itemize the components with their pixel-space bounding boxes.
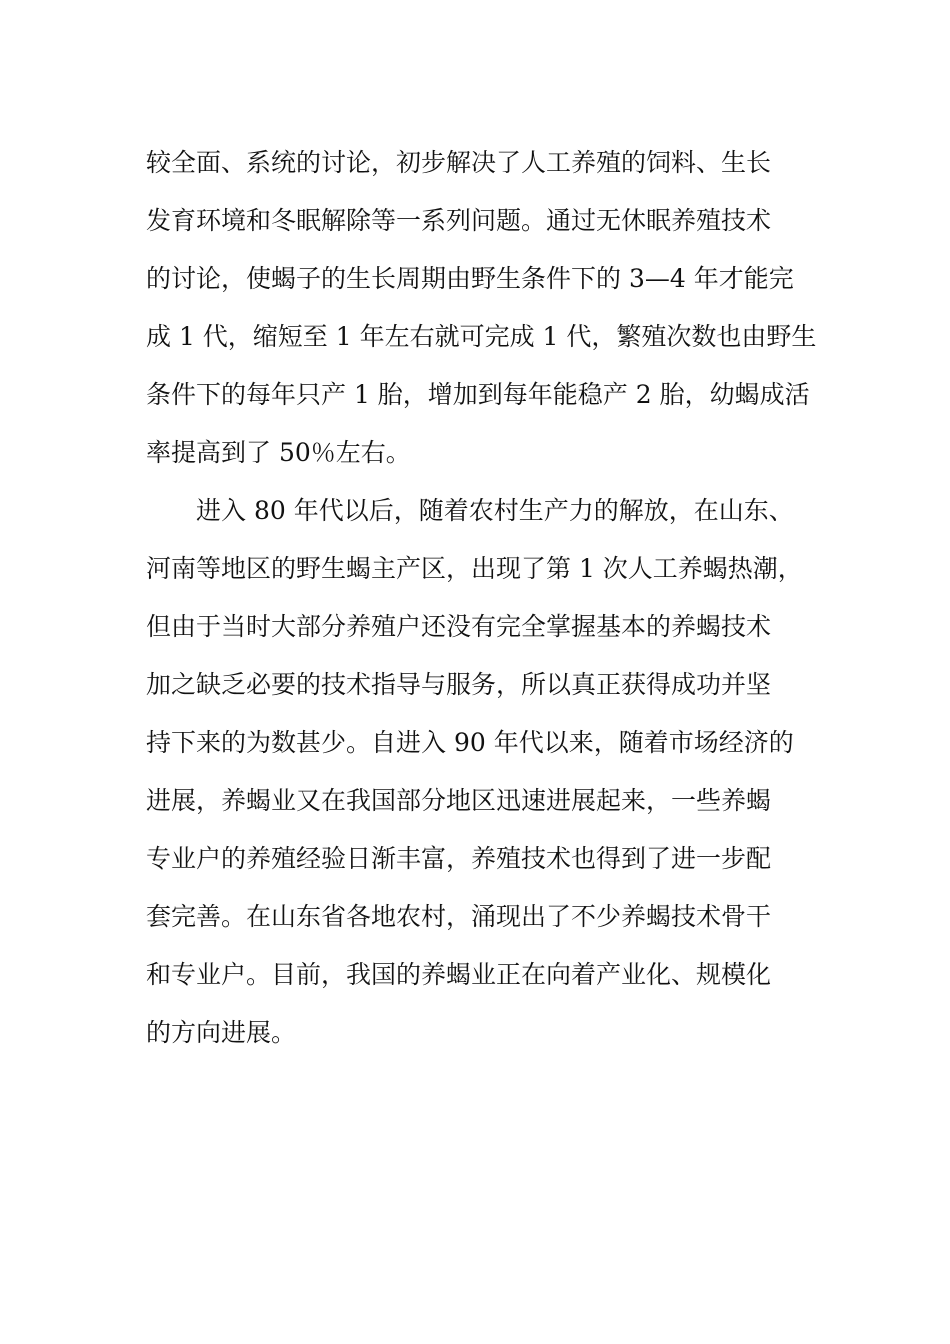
text-line: 加之缺乏必要的技术指导与服务，所以真正获得成功并坚 — [146, 670, 772, 699]
text-line: 成 1 代，缩短至 1 年左右就可完成 1 代，繁殖次数也由野生 — [146, 322, 817, 351]
text-line: 进入 80 年代以后，随着农村生产力的解放，在山东、 — [196, 496, 794, 525]
text-line: 的方向进展。 — [146, 1018, 297, 1047]
text-line: 率提高到了 50％左右。 — [146, 438, 411, 467]
text-line: 专业户的养殖经验日渐丰富，养殖技术也得到了进一步配 — [146, 844, 772, 873]
text-line: 条件下的每年只产 1 胎，增加到每年能稳产 2 胎，幼蝎成活 — [146, 380, 810, 409]
text-line: 进展，养蝎业又在我国部分地区迅速进展起来，一些养蝎 — [146, 786, 772, 815]
text-line: 较全面、系统的讨论，初步解决了人工养殖的饲料、生长 — [146, 148, 772, 177]
text-line: 发育环境和冬眠解除等一系列问题。通过无休眠养殖技术 — [146, 206, 772, 235]
text-line: 套完善。在山东省各地农村，涌现出了不少养蝎技术骨干 — [146, 902, 772, 931]
text-line: 和专业户。目前，我国的养蝎业正在向着产业化、规模化 — [146, 960, 772, 989]
text-line: 河南等地区的野生蝎主产区，出现了第 1 次人工养蝎热潮， — [146, 554, 803, 583]
text-line: 持下来的为数甚少。自进入 90 年代以来，随着市场经济的 — [146, 728, 794, 757]
text-line: 的讨论，使蝎子的生长周期由野生条件下的 3—4 年才能完 — [146, 264, 794, 293]
text-line: 但由于当时大部分养殖户还没有完全掌握基本的养蝎技术 — [146, 612, 772, 641]
